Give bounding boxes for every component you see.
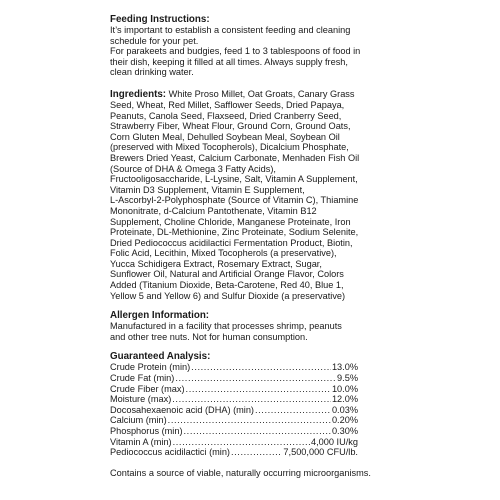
- dot-leader: [191, 362, 331, 373]
- ingredients-line: Strawberry Fiber, Wheat Flour, Ground Corn, Ground Oats,: [110, 121, 351, 132]
- dot-leader: [172, 394, 331, 405]
- ingredients-line: Dried Pediococcus acidilactici Fermentation Product, Biotin,: [110, 237, 353, 248]
- ingredients-line: Corn Gluten Meal, Dehulled Soybean Meal, Soybean Oil: [110, 131, 340, 142]
- feeding-label-panel: [110, 14, 371, 478]
- analysis-value: 7,500,000 CFU/lb.: [283, 447, 358, 458]
- ingredients-first-line: [110, 89, 358, 100]
- analysis-name: Crude Fat (min): [110, 373, 175, 384]
- ingredients-line: Fructooligosaccharide, L-Lysine, Salt, Vitamin A Supplement,: [110, 174, 358, 185]
- feeding-instructions-section: [110, 14, 361, 78]
- ingredients-line: Vitamin D3 Supplement, Vitamin E Supplement,: [110, 184, 305, 195]
- analysis-row: [110, 394, 358, 405]
- analysis-name: Moisture (max): [110, 394, 172, 405]
- ingredients-title: Ingredients:: [110, 88, 167, 100]
- dot-leader: [186, 384, 331, 395]
- ingredients-section: [110, 89, 358, 301]
- analysis-name: Phosphorus (min): [110, 426, 183, 436]
- guaranteed-analysis-section: [110, 351, 358, 457]
- ingredients-line: Supplement, Choline Chloride, Manganese Proteinate, Iron: [110, 216, 351, 227]
- analysis-name: Crude Fiber (max): [110, 383, 185, 394]
- ingredients-line: Folic Acid, Lecithin, Mixed Tocopherols (a preservative),: [110, 248, 337, 259]
- dot-leader: [175, 373, 336, 384]
- analysis-name: Pediococcus acidilactici (min): [110, 447, 230, 458]
- analysis-row: [110, 415, 358, 426]
- analysis-value: 12.0%: [331, 394, 358, 405]
- analysis-row: [110, 373, 358, 384]
- allergen-section: [110, 310, 358, 342]
- analysis-row: [110, 405, 358, 416]
- analysis-name: Vitamin A (min): [110, 436, 172, 447]
- ingredients-line: Proteinate, DL-Methionine, Zinc Proteinate, Sodium Selenite,: [110, 227, 359, 238]
- analysis-value: 0.20%: [331, 415, 358, 426]
- analysis-value: 13.0%: [331, 362, 358, 373]
- ingredients-line: Sunflower Oil, Natural and Artificial Orange Flavor, Colors: [110, 269, 344, 280]
- analysis-value: 4,000 IU/kg: [311, 436, 358, 447]
- dot-leader: [173, 437, 310, 448]
- dot-leader: [184, 426, 331, 437]
- feeding-line: their dish, keeping it filled at all times. Always supply fresh,: [110, 56, 348, 67]
- ingredients-line: Yellow 5 and Yellow 6) and Sulfur Dioxide (a preservative): [110, 290, 346, 301]
- feeding-line: clean drinking water.: [110, 67, 194, 78]
- allergen-line: and other tree nuts. Not for human consumption.: [110, 331, 308, 342]
- guaranteed-analysis-title: Guaranteed Analysis:: [110, 351, 211, 363]
- ingredients-line: Brewers Dried Yeast, Calcium Carbonate, Menhaden Fish Oil: [110, 152, 360, 163]
- dot-leader: [255, 405, 331, 416]
- feeding-line: It’s important to establish a consistent feeding and cleaning: [110, 25, 351, 35]
- ingredients-line: Added (Titanium Dioxide, Beta-Carotene, Red 40, Blue 1,: [110, 280, 344, 291]
- microorganisms-note: Contains a source of viable, naturally occurring microorganisms.: [110, 467, 371, 478]
- ingredients-line: Peanuts, Canola Seed, Flaxseed, Dried Cranberry Seed,: [110, 110, 342, 121]
- analysis-row: [110, 384, 358, 395]
- allergen-title: Allergen Information:: [110, 310, 210, 322]
- ingredients-line: White Proso Millet, Oat Groats, Canary Grass: [168, 88, 355, 99]
- ingredients-line: (preserved with Mixed Tocopherols), Dicalcium Phosphate,: [110, 142, 349, 153]
- analysis-row: [110, 426, 358, 437]
- analysis-name: Calcium (min): [110, 415, 167, 426]
- ingredients-line: Mononitrate, d-Calcium Pantothenate, Vitamin B12: [110, 205, 317, 216]
- analysis-value: 10.0%: [331, 383, 358, 394]
- feeding-line: schedule for your pet.: [110, 35, 199, 46]
- analysis-name: Docosahexaenoic acid (DHA) (min): [110, 404, 254, 415]
- feeding-line: For parakeets and budgies, feed 1 to 3 tablespoons of food in: [110, 46, 361, 57]
- analysis-row: [110, 362, 358, 373]
- analysis-value: 0.03%: [331, 404, 358, 415]
- analysis-row: [110, 437, 358, 448]
- dot-leader: [231, 447, 282, 458]
- analysis-value: 9.5%: [337, 373, 358, 384]
- feeding-instructions-title: Feeding Instructions:: [110, 14, 210, 25]
- analysis-row: [110, 447, 358, 458]
- ingredients-line: L-Ascorbyl-2-Polyphosphate (Source of Vitamin C), Thiamine: [110, 195, 359, 206]
- dot-leader: [168, 415, 331, 426]
- allergen-line: Manufactured in a facility that processes shrimp, peanuts: [110, 321, 342, 332]
- analysis-name: Crude Protein (min): [110, 362, 191, 373]
- analysis-value: 0.30%: [331, 426, 358, 436]
- ingredients-line: Yucca Schidigera Extract, Rosemary Extract, Sugar,: [110, 258, 322, 269]
- ingredients-line: (Source of DHA & Omega 3 Fatty Acids),: [110, 163, 276, 174]
- ingredients-line: Seed, Wheat, Red Millet, Safflower Seeds, Dried Papaya,: [110, 99, 345, 110]
